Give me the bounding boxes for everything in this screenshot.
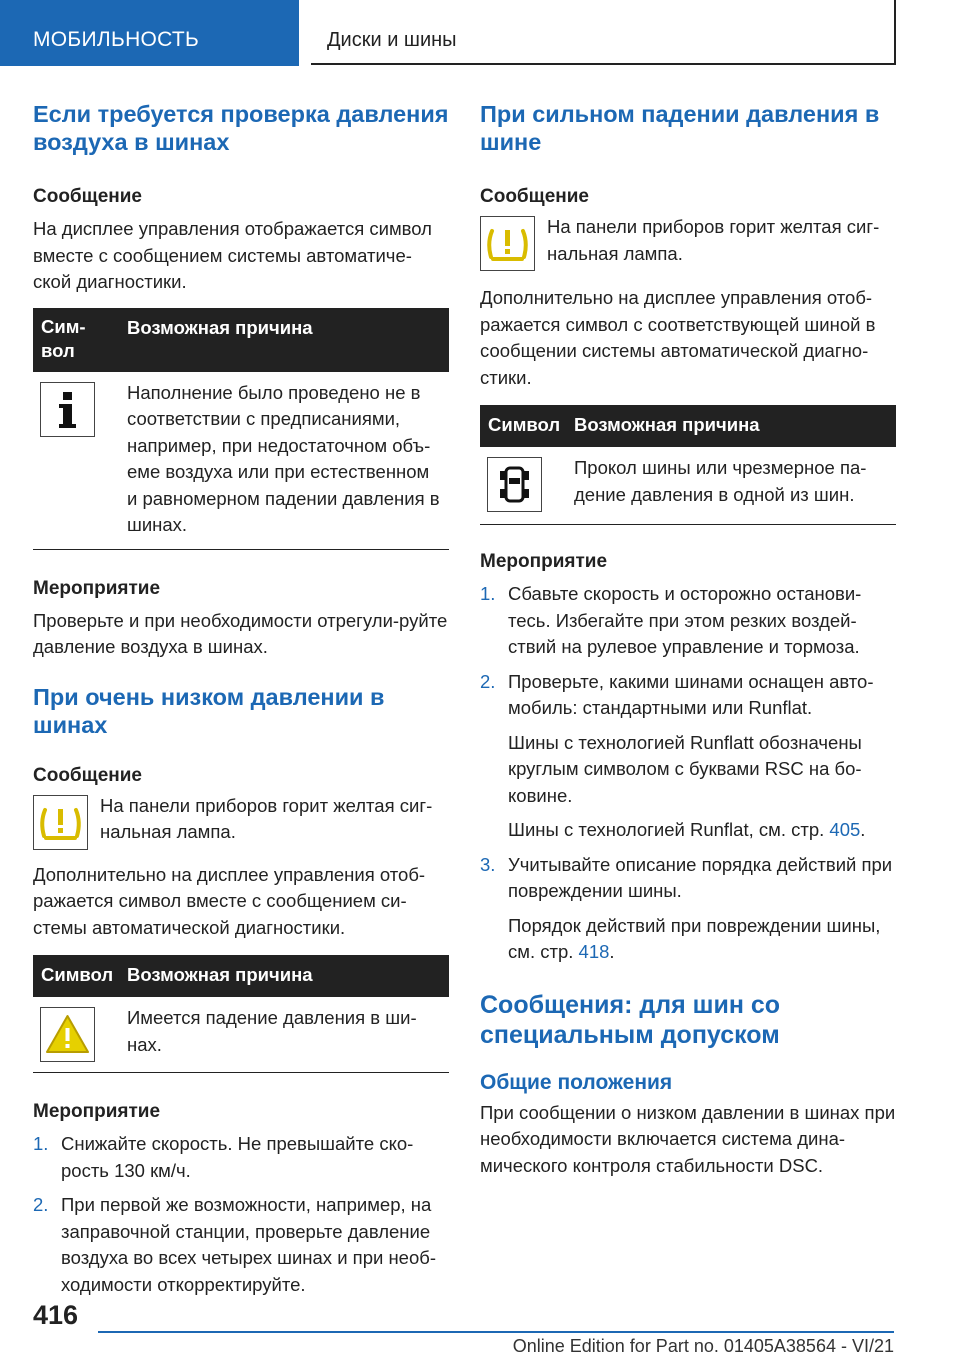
- heading-special-tires: Сообщения: для шин со специальным допуском: [480, 990, 781, 1049]
- tire-pressure-warning-icon: [480, 216, 535, 271]
- message-extra-text: Дополнительно на дисплее управления отоб-ражается символ с соответствующей шиной в сообщении системы автоматической диагно-стики.: [480, 287, 876, 388]
- column-symbol: Сим-вол: [41, 315, 86, 361]
- section-tab: [0, 0, 299, 66]
- message-text: На панели приборов горит желтая сиг-нальная лампа.: [547, 216, 880, 264]
- warning-triangle-icon: [40, 1007, 95, 1062]
- left-column: [33, 100, 449, 1298]
- action-list: [480, 581, 896, 966]
- list-subtext: Шины с технологией Runflatt обозначены круглым символом с буквами RSC на бо-ковине.: [508, 731, 862, 806]
- chapter-title: Диски и шины: [327, 29, 457, 51]
- heading-very-low-pressure: При очень низком давлении в шинах: [33, 683, 385, 738]
- list-item: 1. Сбавьте скорость и осторожно останови-тесь. Избегайте при этом резких воздей-ствий на рулевое управление и тормоза.: [480, 583, 862, 657]
- list-item: 2. Проверьте, какими шинами оснащен авто-мобиль: стандартными или Runflat. Шины с технологией Runflatt обозначены круглым символом с буквами RSC на бо-ковине. Шины с технологией Runflat, см. стр. 405.: [480, 669, 896, 844]
- car-tires-icon: [487, 457, 542, 512]
- action-text: Проверьте и при необходимости отрегули-руйте давление воздуха в шинах.: [33, 609, 448, 657]
- table-header: [33, 955, 449, 997]
- action-heading: Мероприятие: [480, 551, 608, 572]
- symbol-table-2: [33, 955, 449, 1073]
- table-cell-cause: Имеется падение давления в ши-нах.: [127, 1007, 417, 1055]
- info-icon: [40, 382, 95, 437]
- message-heading: Сообщение: [480, 186, 589, 207]
- table-cell-cause: Наполнение было проведено не в соответствии с предписаниями, например, при недостаточном объ-еме воздуха или при естественном и равномерном падении давления в шинах.: [127, 381, 440, 535]
- footer-divider: [98, 1331, 894, 1333]
- column-cause: Возможная причина: [574, 414, 760, 435]
- column-cause: Возможная причина: [127, 316, 313, 338]
- heading-general: Общие положения: [480, 1070, 673, 1094]
- message-row: [33, 793, 449, 850]
- symbol-table-3: [480, 405, 896, 525]
- heading-strong-pressure-drop: При сильном падении давления в шине: [480, 101, 880, 155]
- chapter-tab: [311, 0, 896, 65]
- table-cell-cause: Прокол шины или чрезмерное па-дение давления в одной из шин.: [574, 457, 867, 505]
- table-row: [33, 372, 449, 550]
- tire-pressure-warning-icon: [33, 795, 88, 850]
- table-row: [480, 447, 896, 525]
- footer-edition: Online Edition for Part no. 01405A38564 - VI/21: [512, 1336, 894, 1356]
- column-cause: Возможная причина: [127, 964, 313, 985]
- page-link-405[interactable]: 405: [829, 819, 861, 840]
- list-item: 1. Снижайте скорость. Не превышайте ско-рость 130 км/ч.: [33, 1133, 414, 1181]
- action-heading-2: Мероприятие: [33, 1101, 161, 1122]
- right-column: [480, 100, 896, 1179]
- list-item: 3. Учитывайте описание порядка действий при повреждении шины. Порядок действий при повреждении шины, см. стр. 418.: [480, 852, 896, 966]
- action-heading: Мероприятие: [33, 577, 161, 599]
- general-text: При сообщении о низком давлении в шинах при необходимости включается система дина-мического контроля стабильности DSC.: [480, 1101, 896, 1176]
- message-row: [480, 214, 896, 271]
- column-symbol: Символ: [41, 964, 114, 985]
- message-extra-text: Дополнительно на дисплее управления отоб-ражается символ вместе с сообщением си-стемы автоматической диагностики.: [33, 863, 426, 938]
- table-row: [33, 997, 449, 1073]
- symbol-table-1: [33, 308, 449, 550]
- table-header: [480, 405, 896, 447]
- list-subtext-ref: Порядок действий при повреждении шины, см. стр. 418.: [508, 914, 881, 962]
- list-subtext-ref: Шины с технологией Runflat, см. стр. 405.: [508, 819, 866, 840]
- message-heading: Сообщение: [33, 186, 142, 207]
- page-link-418[interactable]: 418: [578, 941, 610, 962]
- message-heading-2: Сообщение: [33, 764, 142, 786]
- page-number: 416: [33, 1300, 79, 1330]
- message-text-2: На панели приборов горит желтая сиг-нальная лампа.: [100, 794, 433, 842]
- message-text: На дисплее управления отображается символ вместе с сообщением системы автоматиче-ской диагностики.: [33, 218, 432, 292]
- section-title: МОБИЛЬНОСТЬ: [33, 28, 200, 51]
- table-header: [33, 308, 449, 372]
- heading-pressure-check: Если требуется проверка давления воздуха в шинах: [33, 101, 449, 155]
- action-list: [33, 1131, 449, 1298]
- list-item: 2. При первой же возможности, например, на заправочной станции, проверьте давление воздуха во всех четырех шинах и при необ-ходимости откорректируйте.: [33, 1194, 437, 1295]
- column-symbol: Символ: [488, 414, 561, 435]
